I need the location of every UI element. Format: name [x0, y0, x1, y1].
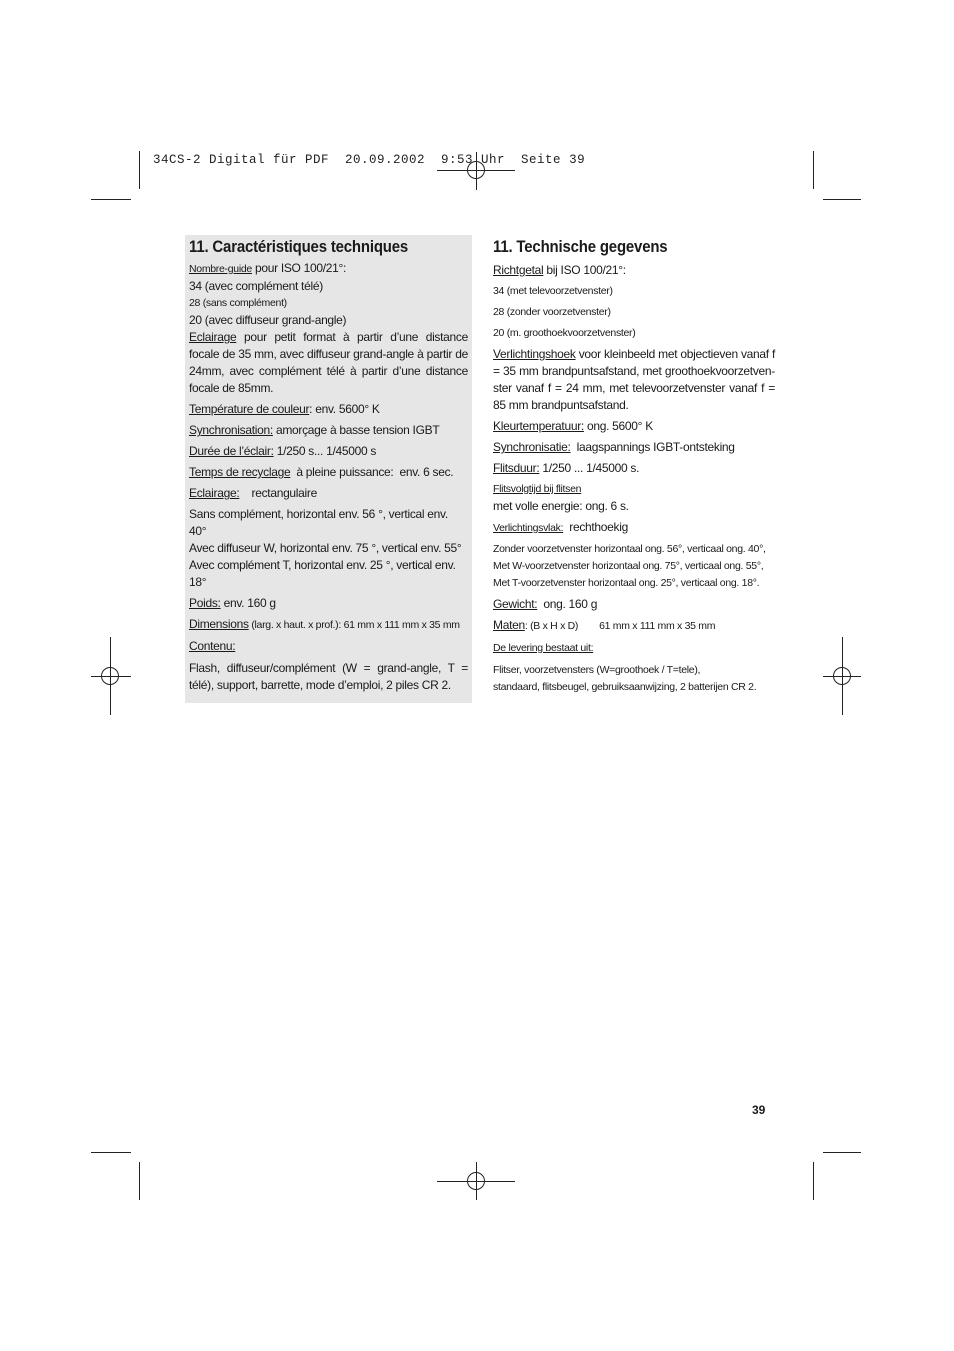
- fr-sync-label: Synchronisation:: [189, 423, 273, 437]
- fr-dim-value: (larg. x haut. x prof.): 61 mm x 111 mm x 35 mm: [248, 619, 460, 631]
- fr-guide-number: [189, 260, 468, 278]
- reg-circle: [833, 667, 851, 685]
- nl-gewicht: [493, 596, 775, 613]
- nl-sync-label: Synchronisatie:: [493, 440, 571, 454]
- fr-eclairage-text: pour petit format à partir d’une distance focale de 35 mm, avec diffuseur grand-angle à partir de 24mm, avec complément télé à partir d’une distance focale de 85mm.: [189, 330, 468, 395]
- crop-mark: [813, 151, 814, 189]
- nl-synchronisatie: [493, 439, 775, 456]
- nl-guide-value: bij ISO 100/21°:: [543, 263, 626, 277]
- nl-verlichtingsvlak: [493, 519, 775, 537]
- nl-kleurtemperatuur: [493, 418, 775, 435]
- nl-kleur-value: ong. 5600° K: [583, 419, 653, 433]
- fr-eclairage: [189, 329, 468, 397]
- nl-maten-value: : (B x H x D) 61 mm x 111 mm x 35 mm: [524, 620, 716, 632]
- nl-vlak-label: Verlichtingsvlak:: [493, 522, 564, 534]
- fr-recyclage: [189, 464, 468, 481]
- fr-guide-3: 20 (avec diffuseur grand-angle): [189, 313, 347, 327]
- fr-guide-2: 28 (sans complément): [189, 297, 287, 309]
- nl-flitsduur: [493, 460, 775, 477]
- dutch-section: [493, 235, 775, 700]
- nl-volg-label: Flitsvolgtijd bij flitsen: [493, 483, 582, 495]
- fr-temp-value: : env. 5600° K: [309, 402, 380, 416]
- fr-synchronisation: [189, 422, 468, 439]
- fr-eclairage-2: [189, 485, 468, 502]
- nl-gewicht-label: Gewicht:: [493, 597, 538, 611]
- fr-sync-value: amorçage à basse tension IGBT: [272, 423, 440, 437]
- fr-duree: [189, 443, 468, 460]
- fr-sans-line: Sans complément, horizontal env. 56 °, vertical env. 40°: [189, 507, 448, 538]
- french-title: 11. Caractéristiques techniques: [189, 237, 409, 256]
- nl-maten-label: Maten: [493, 618, 525, 632]
- fr-guide-value: pour ISO 100/21°:: [251, 261, 347, 275]
- nl-guide-label: Richtgetal: [493, 263, 544, 277]
- crop-mark: [139, 151, 140, 189]
- nl-maten: [493, 617, 775, 635]
- fr-poids: [189, 595, 468, 612]
- crop-mark: [91, 199, 131, 200]
- nl-guide-1: 34 (met televoorzetvenster): [493, 285, 613, 297]
- fr-ecl2-label: Eclairage:: [189, 486, 240, 500]
- nl-guide-number: [493, 262, 775, 279]
- french-section: [185, 235, 472, 703]
- crop-mark: [91, 1152, 131, 1153]
- nl-flitsvolgtijd-value: met volle energie: ong. 6 s.: [493, 499, 629, 513]
- nl-levering-1: Flitser, voorzetvensters (W=groothoek / T=tele),: [493, 664, 701, 676]
- fr-guide-1: 34 (avec complément télé): [189, 279, 323, 293]
- fr-poids-label: Poids:: [189, 596, 221, 610]
- nl-duur-label: Flitsduur:: [493, 461, 540, 475]
- nl-guide-3: 20 (m. groothoekvoorzetvenster): [493, 327, 636, 339]
- nl-verlichtingshoek: [493, 346, 775, 414]
- reg-circle: [467, 1172, 485, 1190]
- fr-duree-value: 1/250 s... 1/45000 s: [273, 444, 377, 458]
- fr-avec-t-line: Avec complément T, horizontal env. 25 °, vertical env. 18°: [189, 558, 456, 589]
- fr-dim-label: Dimensions: [189, 617, 249, 631]
- fr-recyc-value: à pleine puissance: env. 6 sec.: [290, 465, 454, 479]
- nl-sync-value: laagspannings IGBT-ontsteking: [570, 440, 735, 454]
- fr-eclairage-label: Eclairage: [189, 330, 237, 344]
- fr-contenu-text: Flash, diffuseur/complément (W = grand-angle, T = télé), support, barrette, mode d’emploi, 2 piles CR 2.: [189, 661, 468, 692]
- nl-kleur-label: Kleurtemperatuur:: [493, 419, 584, 433]
- nl-zonder-line: Zonder voorzetvenster horizontaal ong. 56°, verticaal ong. 40°,: [493, 543, 766, 555]
- fr-contenu: [189, 638, 468, 655]
- nl-met-t-line: Met T-voorzetvenster horizontaal ong. 25°, verticaal ong. 18°.: [493, 577, 760, 589]
- fr-recyc-label: Temps de recyclage: [189, 465, 291, 479]
- fr-temperature: [189, 401, 468, 418]
- fr-contenu-label: Contenu:: [189, 639, 236, 653]
- nl-verl-text: voor kleinbeeld met objectieven vanaf f = 35 mm brandpuntsafstand, met groothoekvoorzetven-ster vanaf f = 24 mm, met televoorzetvenster vanaf f = 85 mm brandpuntsafstand.: [493, 347, 775, 412]
- fr-poids-value: env. 160 g: [220, 596, 276, 610]
- reg-circle: [101, 667, 119, 685]
- nl-vlak-value: rechthoekig: [563, 520, 628, 534]
- fr-duree-label: Durée de l’éclair:: [189, 444, 274, 458]
- dutch-title: 11. Technische gegevens: [493, 237, 668, 256]
- fr-guide-label: Nombre-guide: [189, 263, 252, 275]
- fr-temp-label: Température de couleur: [189, 402, 310, 416]
- fr-ecl2-value: rectangulaire: [239, 486, 317, 500]
- nl-gewicht-value: ong. 160 g: [537, 597, 598, 611]
- nl-duur-value: 1/250 ... 1/45000 s.: [539, 461, 640, 475]
- nl-flitsvolgtijd: [493, 481, 775, 498]
- nl-lev-label: De levering bestaat uit:: [493, 642, 594, 654]
- nl-levering: [493, 639, 775, 657]
- crop-mark: [813, 1162, 814, 1200]
- crop-mark: [139, 1162, 140, 1200]
- page-number: 39: [752, 1103, 766, 1117]
- fr-dimensions: [189, 616, 468, 634]
- print-slug: 34CS-2 Digital für PDF 20.09.2002 9:53 Uhr Seite 39: [153, 153, 586, 167]
- nl-verl-label: Verlichtingshoek: [493, 347, 576, 361]
- nl-met-w-line: Met W-voorzetvenster horizontaal ong. 75°, verticaal ong. 55°,: [493, 560, 764, 572]
- fr-avec-w-line: Avec diffuseur W, horizontal env. 75 °, vertical env. 55°: [189, 541, 462, 555]
- nl-guide-2: 28 (zonder voorzetvenster): [493, 306, 611, 318]
- crop-mark: [823, 1152, 861, 1153]
- nl-levering-2: standaard, flitsbeugel, gebruiksaanwijzing, 2 batterijen CR 2.: [493, 681, 757, 693]
- crop-mark: [823, 199, 861, 200]
